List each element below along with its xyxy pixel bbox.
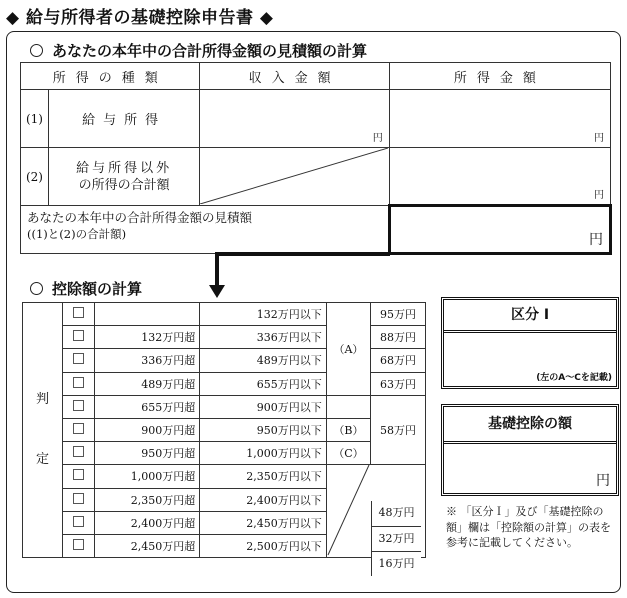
- yen-unit: 円: [589, 232, 603, 248]
- range-from: [94, 303, 199, 326]
- range-to: 950万円以下: [200, 418, 327, 441]
- form-title: ◆ 給与所得者の基礎控除申告書 ◆: [6, 8, 274, 28]
- kubun-input[interactable]: [444, 333, 616, 388]
- range-from: 489万円超: [94, 372, 199, 395]
- amount-88: 88万円: [371, 326, 426, 349]
- yen-unit: 円: [596, 473, 610, 489]
- range-from: 132万円超: [94, 326, 199, 349]
- connector-arrow-icon: [205, 250, 405, 302]
- checkbox-icon[interactable]: [73, 423, 84, 434]
- range-to: 336万円以下: [200, 326, 327, 349]
- basic-deduction-box: [441, 404, 619, 496]
- group-b-label: （B）: [326, 418, 370, 441]
- range-from: 1,000万円超: [94, 465, 199, 488]
- range-from: 2,400万円超: [94, 511, 199, 534]
- header-income-amount: 所得金額: [389, 63, 610, 90]
- range-to: 900万円以下: [200, 395, 327, 418]
- total-label-line1: あなたの本年中の合計所得金額の見積額: [27, 210, 253, 225]
- range-to: 2,400万円以下: [200, 488, 327, 511]
- range-checkbox-9[interactable]: [63, 488, 95, 511]
- circle-icon: [30, 44, 43, 57]
- range-checkbox-3[interactable]: [63, 349, 95, 372]
- basic-deduction-input[interactable]: [444, 444, 616, 495]
- range-checkbox-7[interactable]: [63, 442, 95, 465]
- total-label-cell: [21, 206, 390, 254]
- amount-63: 63万円: [371, 372, 426, 395]
- range-from: 2,350万円超: [94, 488, 199, 511]
- range-checkbox-4[interactable]: [63, 372, 95, 395]
- checkbox-icon[interactable]: [73, 400, 84, 411]
- group-blank: [326, 395, 370, 418]
- checkbox-icon[interactable]: [73, 539, 84, 550]
- amount-16: 16万円: [371, 551, 421, 576]
- checkbox-icon[interactable]: [73, 516, 84, 527]
- total-income-field[interactable]: [389, 206, 610, 254]
- range-to: 2,350万円以下: [200, 465, 327, 488]
- yen-unit: 円: [372, 133, 383, 144]
- yen-unit: 円: [594, 133, 604, 144]
- kubun-title: 区分 I: [444, 300, 616, 333]
- range-from: 655万円超: [94, 395, 199, 418]
- yen-unit: 円: [594, 190, 604, 201]
- range-checkbox-11[interactable]: [63, 534, 95, 557]
- judgment-label: [23, 303, 63, 558]
- diagonal-strike: [200, 148, 388, 204]
- header-income-type: 所得の種類: [21, 63, 200, 90]
- row1-revenue-field[interactable]: [200, 90, 389, 148]
- range-from: 336万円超: [94, 349, 199, 372]
- footnote: ※ 「区分Ｉ」及び「基礎控除の額」欄は「控除額の計算」の表を参考に記載してください。: [446, 505, 611, 549]
- range-to: 655万円以下: [200, 372, 327, 395]
- total-label-line2: ((1)と(2)の合計額): [27, 227, 127, 241]
- range-to: 1,000万円以下: [200, 442, 327, 465]
- range-checkbox-6[interactable]: [63, 418, 95, 441]
- row1-number: (1): [21, 90, 49, 148]
- section1-heading-text: あなたの本年中の合計所得金額の見積額の計算: [52, 42, 368, 60]
- amount-58: 58万円: [371, 395, 426, 465]
- amount-32: 32万円: [371, 526, 421, 552]
- row2-label-line1: 給与所得以外: [76, 160, 173, 176]
- checkbox-icon[interactable]: [73, 493, 84, 504]
- row2-income-field[interactable]: [389, 148, 610, 206]
- row2-number: (2): [21, 148, 49, 206]
- range-checkbox-1[interactable]: [63, 303, 95, 326]
- range-from: 950万円超: [94, 442, 199, 465]
- range-to: 132万円以下: [200, 303, 327, 326]
- range-checkbox-5[interactable]: [63, 395, 95, 418]
- range-checkbox-10[interactable]: [63, 511, 95, 534]
- range-to: 2,500万円以下: [200, 534, 327, 557]
- row1-income-field[interactable]: [389, 90, 610, 148]
- checkbox-icon[interactable]: [73, 446, 84, 457]
- section2-heading-text: 控除額の計算: [52, 280, 143, 298]
- section2-heading: [30, 278, 142, 299]
- range-from: 2,450万円超: [94, 534, 199, 557]
- income-estimate-table: [20, 62, 612, 255]
- amount-68: 68万円: [371, 349, 426, 372]
- judgment-char-2: 定: [36, 452, 50, 468]
- range-checkbox-2[interactable]: [63, 326, 95, 349]
- checkbox-icon[interactable]: [73, 377, 84, 388]
- deduction-table: [22, 302, 426, 558]
- group-c-label: （C）: [326, 442, 370, 465]
- kubun-box: [441, 297, 619, 389]
- header-revenue: 収入金額: [200, 63, 389, 90]
- row2-label-line2: の所得の合計額: [78, 177, 170, 193]
- row1-label: 給与所得: [48, 90, 199, 148]
- range-checkbox-8[interactable]: [63, 465, 95, 488]
- group-a-label: （A）: [326, 303, 370, 396]
- amount-48: 48万円: [371, 501, 421, 526]
- checkbox-icon[interactable]: [73, 353, 84, 364]
- row2-revenue-field-disabled: [200, 148, 389, 206]
- checkbox-icon[interactable]: [73, 330, 84, 341]
- lower-amounts: [371, 501, 421, 576]
- checkbox-icon[interactable]: [73, 469, 84, 480]
- range-to: 489万円以下: [200, 349, 327, 372]
- circle-icon: [30, 282, 43, 295]
- range-from: 900万円超: [94, 418, 199, 441]
- section1-heading: [30, 40, 367, 61]
- checkbox-icon[interactable]: [73, 307, 84, 318]
- kubun-note: (左のA～Cを記載): [536, 373, 612, 383]
- row2-label: [48, 148, 199, 206]
- amount-95: 95万円: [371, 303, 426, 326]
- judgment-char-1: 判: [36, 392, 50, 408]
- basic-deduction-title: 基礎控除の額: [444, 407, 616, 444]
- range-to: 2,450万円以下: [200, 511, 327, 534]
